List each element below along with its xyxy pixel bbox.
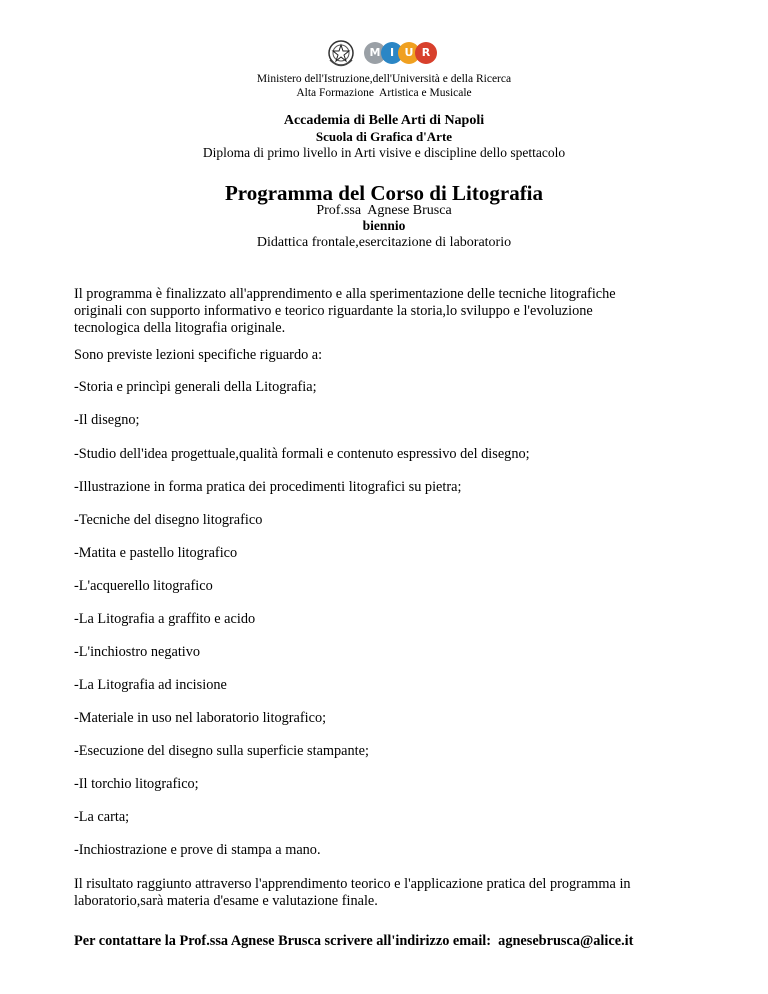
page-title: Programma del Corso di Litografia [224, 181, 544, 205]
topic-item: -Storia e princìpi generali della Litografia; [74, 379, 317, 395]
topic-item: -La carta; [74, 809, 130, 825]
diploma-line: Diploma di primo livello in Arti visive e discipline dello spettacolo [202, 145, 566, 160]
intro-line-1: Il programma è finalizzato all'apprendimento e alla sperimentazione delle tecniche litografiche [74, 286, 616, 302]
topic-item: -La Litografia ad incisione [74, 677, 227, 693]
topic-item: -Matita e pastello litografico [74, 545, 238, 561]
miur-letter-u: U [398, 42, 420, 64]
topic-item: -Studio dell'idea progettuale,qualità formali e contenuto espressivo del disegno; [74, 446, 530, 462]
teaching-method: Didattica frontale,esercitazione di laboratorio [256, 235, 512, 250]
topic-item: -Tecniche del disegno litografico [74, 512, 263, 528]
header-logos [326, 38, 438, 72]
professor-name: Prof.ssa Agnese Brusca [316, 203, 452, 218]
contact-line: Per contattare la Prof.ssa Agnese Brusca scrivere all'indirizzo email: agnesebrusca@alice.it [74, 933, 634, 949]
intro-line-2: originali con supporto informativo e teorico riguardante la storia,lo sviluppo e l'evoluzione [74, 303, 593, 319]
topic-item: -Materiale in uso nel laboratorio litografico; [74, 710, 327, 726]
school-name: Scuola di Grafica d'Arte [315, 129, 453, 144]
topic-item: -Illustrazione in forma pratica dei procedimenti litografici su pietra; [74, 479, 462, 495]
result-paragraph [74, 876, 704, 910]
ministry-line-1: Ministero dell'Istruzione,dell'Università e della Ricerca [256, 73, 512, 85]
italian-republic-emblem-icon [326, 38, 356, 70]
topic-item: -La Litografia a graffito e acido [74, 611, 256, 627]
miur-logo [364, 42, 438, 66]
ministry-heading [0, 72, 768, 100]
intro-line-3: tecnologica della litografia originale. [74, 320, 286, 336]
miur-letter-m: M [364, 42, 386, 64]
topic-item: -L'inchiostro negativo [74, 644, 201, 660]
result-line-2: laboratorio,sarà materia d'esame e valutazione finale. [74, 893, 378, 909]
topic-item: -Inchiostrazione e prove di stampa a mano. [74, 842, 321, 858]
course-level: biennio [362, 218, 406, 233]
result-line-1: Il risultato raggiunto attraverso l'apprendimento teorico e l'applicazione pratica del programma in [74, 876, 631, 892]
miur-letter-r: R [415, 42, 437, 64]
ministry-line-2: Alta Formazione Artistica e Musicale [296, 87, 472, 99]
topic-item: -Esecuzione del disegno sulla superficie stampante; [74, 743, 369, 759]
topic-item: -L'acquerello litografico [74, 578, 213, 594]
intro-paragraph [74, 286, 704, 337]
topic-item: -Il torchio litografico; [74, 776, 199, 792]
accademia-name: Accademia di Belle Arti di Napoli [283, 113, 485, 128]
topic-item: -Il disegno; [74, 412, 140, 428]
miur-letter-i: I [381, 42, 403, 64]
lessons-intro: Sono previste lezioni specifiche riguardo a: [74, 347, 323, 363]
